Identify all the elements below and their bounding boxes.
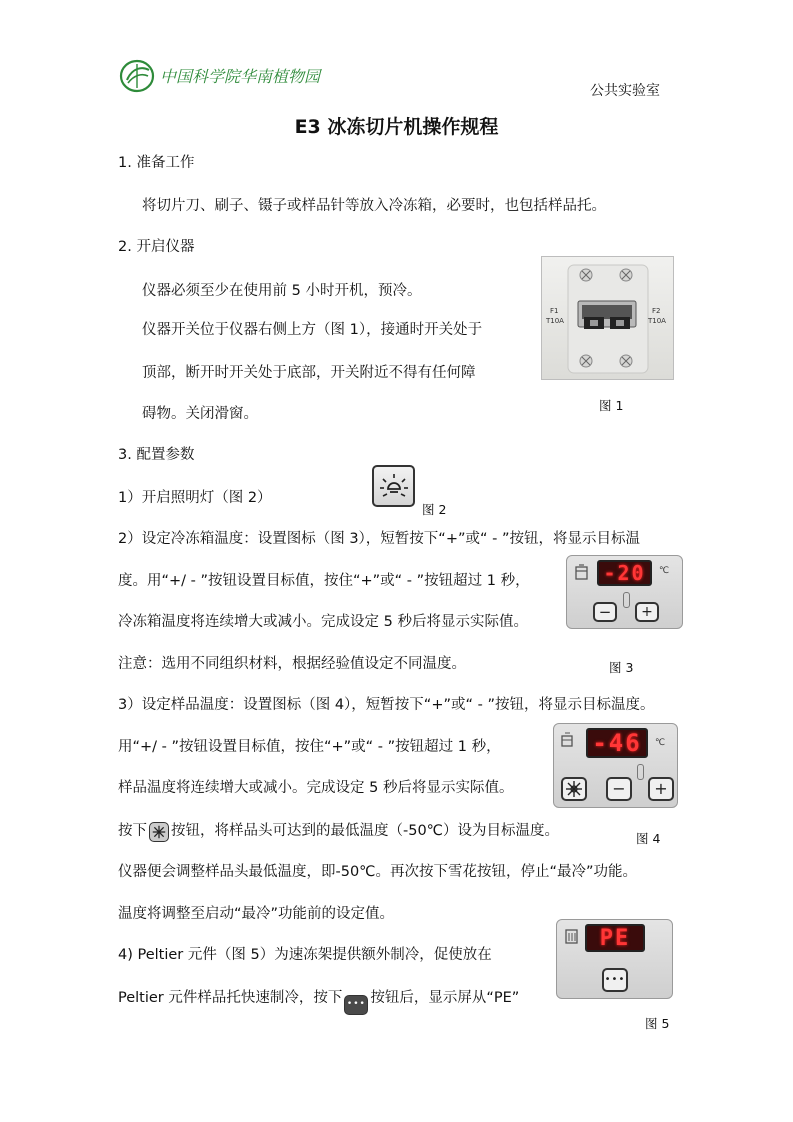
paragraph: 碍物。关闭滑窗。 [142,406,258,422]
paragraph: 2）设定冷冻箱温度：设置图标（图 3），短暂按下“+”或“ - ”按钮，将显示目标温 [118,531,640,547]
specimen-head-icon [560,732,576,748]
figure-3-chamber-temp-panel [566,555,683,629]
figure-3-caption: 图 3 [609,660,634,675]
inline-snowflake-button [149,822,169,842]
paragraph [118,821,559,842]
paragraph: 顶部，断开时开关处于底部，开关附近不得有任何障 [142,365,476,381]
figure-1-caption: 图 1 [599,398,624,413]
paragraph: 冷冻箱温度将连续增大或减小。完成设定 5 秒后将显示实际值。 [118,614,528,630]
fuse-f1-rating: T10A [546,317,564,325]
minus-button: − [606,777,632,801]
temp-unit: ℃ [655,738,666,748]
chamber-icon [575,564,589,580]
plus-button: + [648,777,674,801]
fuse-f2-label: F2 [652,307,661,315]
paragraph: 仪器必须至少在使用前 5 小时开机，预冷。 [142,283,422,299]
fuse-f2-rating: T10A [648,317,666,325]
snowflake-icon [565,780,583,798]
figure-5-caption: 图 5 [645,1016,670,1031]
light-bulb-icon [379,472,409,500]
note: 注意：选用不同组织材料，根据经验值设定不同温度。 [118,656,466,672]
indicator-slot [623,592,630,608]
paragraph: 仪器便会调整样品头最低温度，即-50℃。再次按下雪花按钮，停止“最冷”功能。 [118,864,637,880]
figure-4-caption: 图 4 [636,831,661,846]
fuse-f1-label: F1 [550,307,559,315]
inline-text: 按下 [118,823,147,839]
paragraph: 将切片刀、刷子、镊子或样品针等放入冷冻箱，必要时，也包括样品托。 [142,198,606,214]
snowflake-icon [152,825,166,839]
inline-peltier-button: ••• [344,995,368,1015]
figure-2-caption: 图 2 [422,502,447,517]
paragraph: 4) Peltier 元件（图 5）为速冻架提供额外制冷，促使放在 [118,947,492,963]
section-heading-preparation: 1. 准备工作 [118,155,195,171]
figure-5-peltier-panel [556,919,673,999]
paragraph: 用“+/ - ”按钮设置目标值，按住“+”或“ - ”按钮超过 1 秒， [118,739,501,755]
sample-temp-display: -46 [586,728,648,758]
institution-logo [118,58,321,94]
paragraph: 3）设定样品温度：设置图标（图 4），短暂按下“+”或“ - ”按钮，将显示目标温度。 [118,697,655,713]
figure-2-light-button [372,465,415,507]
chamber-temp-display: -20 [597,560,652,586]
inline-text: Peltier 元件样品托快速制冷，按下 [118,990,343,1006]
peltier-icon [565,928,579,944]
minus-button: − [593,602,617,622]
plus-button: + [635,602,659,622]
figure-1-power-switch [541,256,674,380]
section-heading-parameters: 3. 配置参数 [118,447,195,463]
paragraph [118,988,519,1015]
page-title: E3 冰冻切片机操作规程 [294,116,499,138]
peltier-button: ••• [602,968,628,992]
section-label: 公共实验室 [590,83,660,99]
logo-emblem-icon [118,58,158,94]
snowflake-button [561,777,587,801]
paragraph: 温度将调整至启动“最冷”功能前的设定值。 [118,906,395,922]
temp-unit: ℃ [659,566,670,576]
paragraph: 样品温度将连续增大或减小。完成设定 5 秒后将显示实际值。 [118,780,514,796]
section-heading-startup: 2. 开启仪器 [118,239,195,255]
indicator-slot [637,764,644,780]
step-light: 1）开启照明灯（图 2） [118,490,272,506]
paragraph: 仪器开关位于仪器右侧上方（图 1），接通时开关处于 [142,322,483,338]
logo-text: 中国科学院华南植物园 [160,67,321,86]
peltier-display: PE [585,924,645,952]
inline-text: 按钮后，显示屏从“PE” [370,990,520,1006]
inline-text: 按钮，将样品头可达到的最低温度（-50℃）设为目标温度。 [171,823,559,839]
paragraph: 度。用“+/ - ”按钮设置目标值，按住“+”或“ - ”按钮超过 1 秒， [118,573,530,589]
figure-4-sample-temp-panel [553,723,678,808]
